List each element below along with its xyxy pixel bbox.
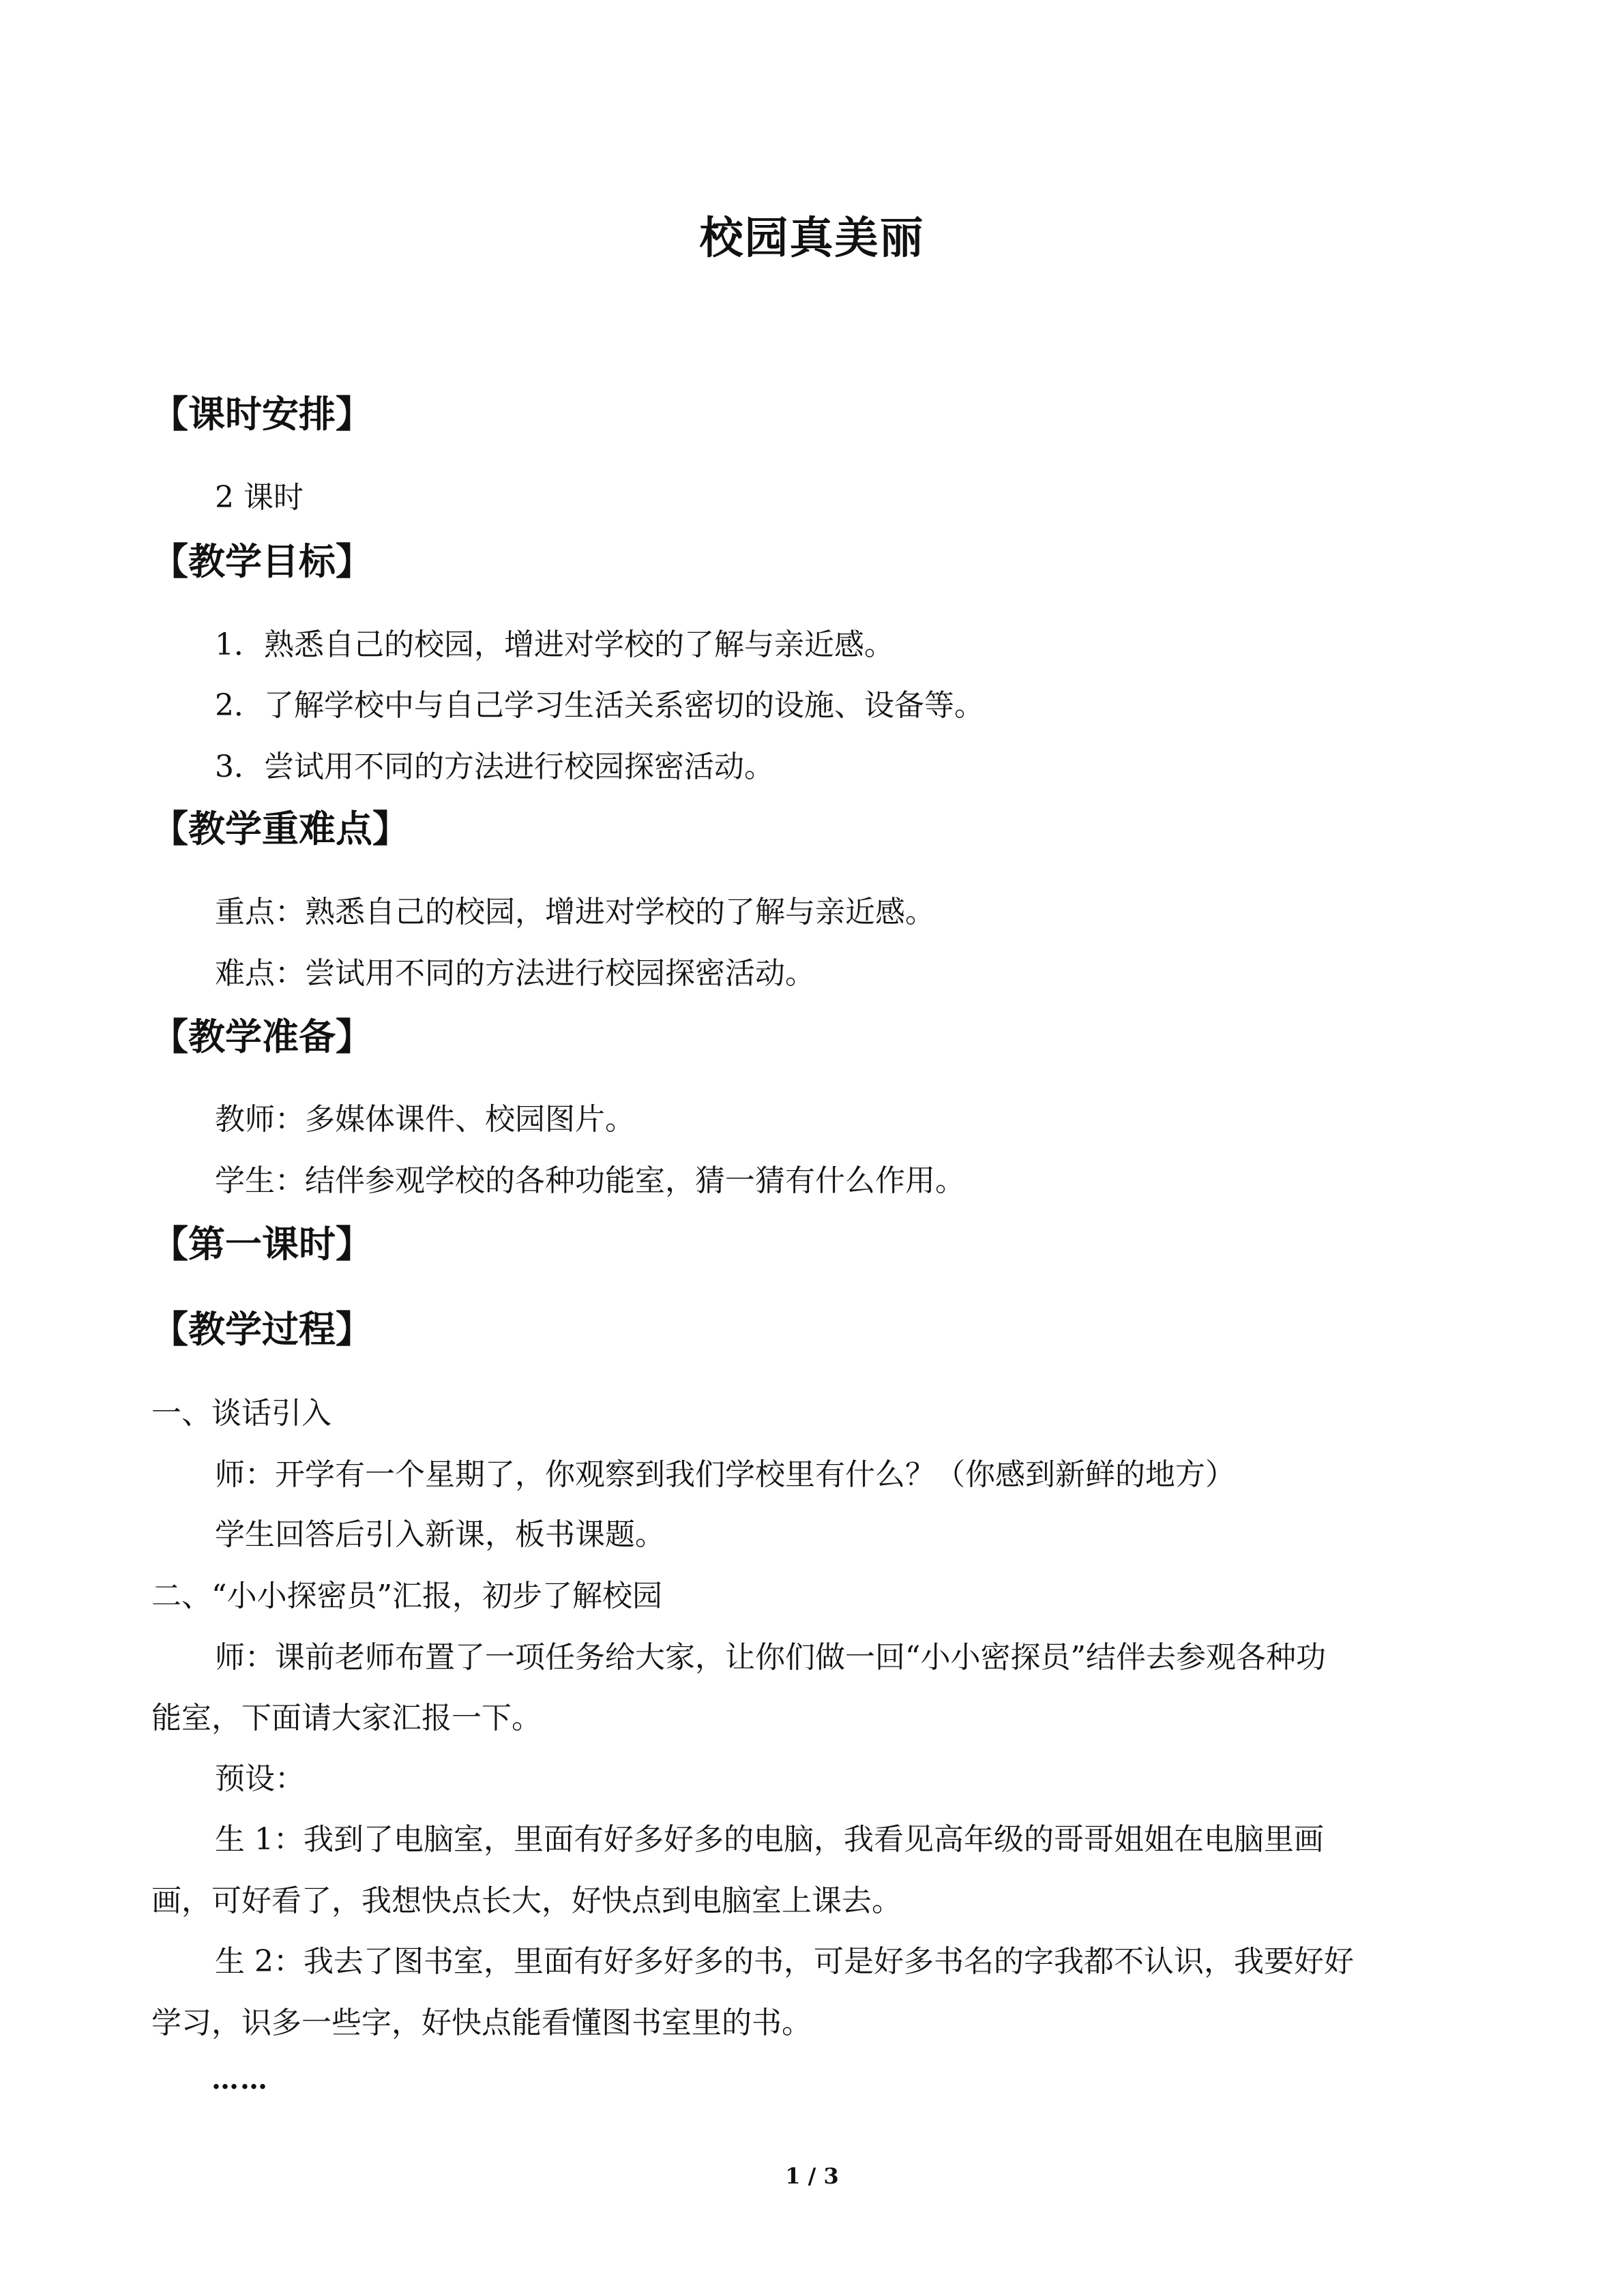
key-point-focus: 重点：熟悉自己的校园，增进对学校的了解与亲近感。 (215, 895, 935, 929)
process-part-1-title: 一、谈话引入 (151, 1396, 331, 1431)
page-number: 1 / 3 (785, 2163, 839, 2189)
objective-2: 2．了解学校中与自己学习生活关系密切的设施、设备等。 (215, 688, 984, 723)
process-part-2-title: 二、“小小探密员”汇报，初步了解校园 (151, 1579, 662, 1613)
process-line: 画，可好看了，我想快点长大，好快点到电脑室上课去。 (151, 1883, 902, 1918)
preparation-teacher: 教师：多媒体课件、校园图片。 (215, 1102, 635, 1137)
heading-objectives: 【教学目标】 (151, 540, 372, 583)
document-title: 校园真美丽 (699, 213, 925, 264)
key-point-difficulty: 难点：尝试用不同的方法进行校园探密活动。 (215, 956, 815, 991)
objective-3: 3．尝试用不同的方法进行校园探密活动。 (215, 749, 774, 784)
heading-process: 【教学过程】 (151, 1308, 372, 1351)
process-line: 师：开学有一个星期了，你观察到我们学校里有什么？（你感到新鲜的地方） (215, 1457, 1235, 1492)
ellipsis: …… (211, 2063, 269, 2096)
process-line: 预设： (215, 1761, 305, 1796)
objective-1: 1．熟悉自己的校园，增进对学校的了解与亲近感。 (215, 627, 894, 662)
preparation-student: 学生：结伴参观学校的各种功能室，猜一猜有什么作用。 (215, 1163, 965, 1198)
heading-schedule: 【课时安排】 (151, 393, 372, 436)
heading-key-points: 【教学重难点】 (151, 807, 409, 850)
process-line: 学习，识多一些字，好快点能看懂图书室里的书。 (151, 2006, 812, 2040)
process-line: 师：课前老师布置了一项任务给大家，让你们做一回“小小密探员”结伴去参观各种功 (215, 1640, 1326, 1675)
process-line: 能室，下面请大家汇报一下。 (151, 1701, 542, 1735)
heading-preparation: 【教学准备】 (151, 1015, 372, 1058)
schedule-line: 2 课时 (215, 480, 304, 515)
process-line: 生 2：我去了图书室，里面有好多好多的书，可是好多书名的字我都不认识，我要好好 (215, 1944, 1354, 1979)
heading-first-lesson: 【第一课时】 (151, 1223, 372, 1266)
process-line: 生 1：我到了电脑室，里面有好多好多的电脑，我看见高年级的哥哥姐姐在电脑里画 (215, 1822, 1324, 1857)
process-line: 学生回答后引入新课，板书课题。 (215, 1517, 665, 1552)
